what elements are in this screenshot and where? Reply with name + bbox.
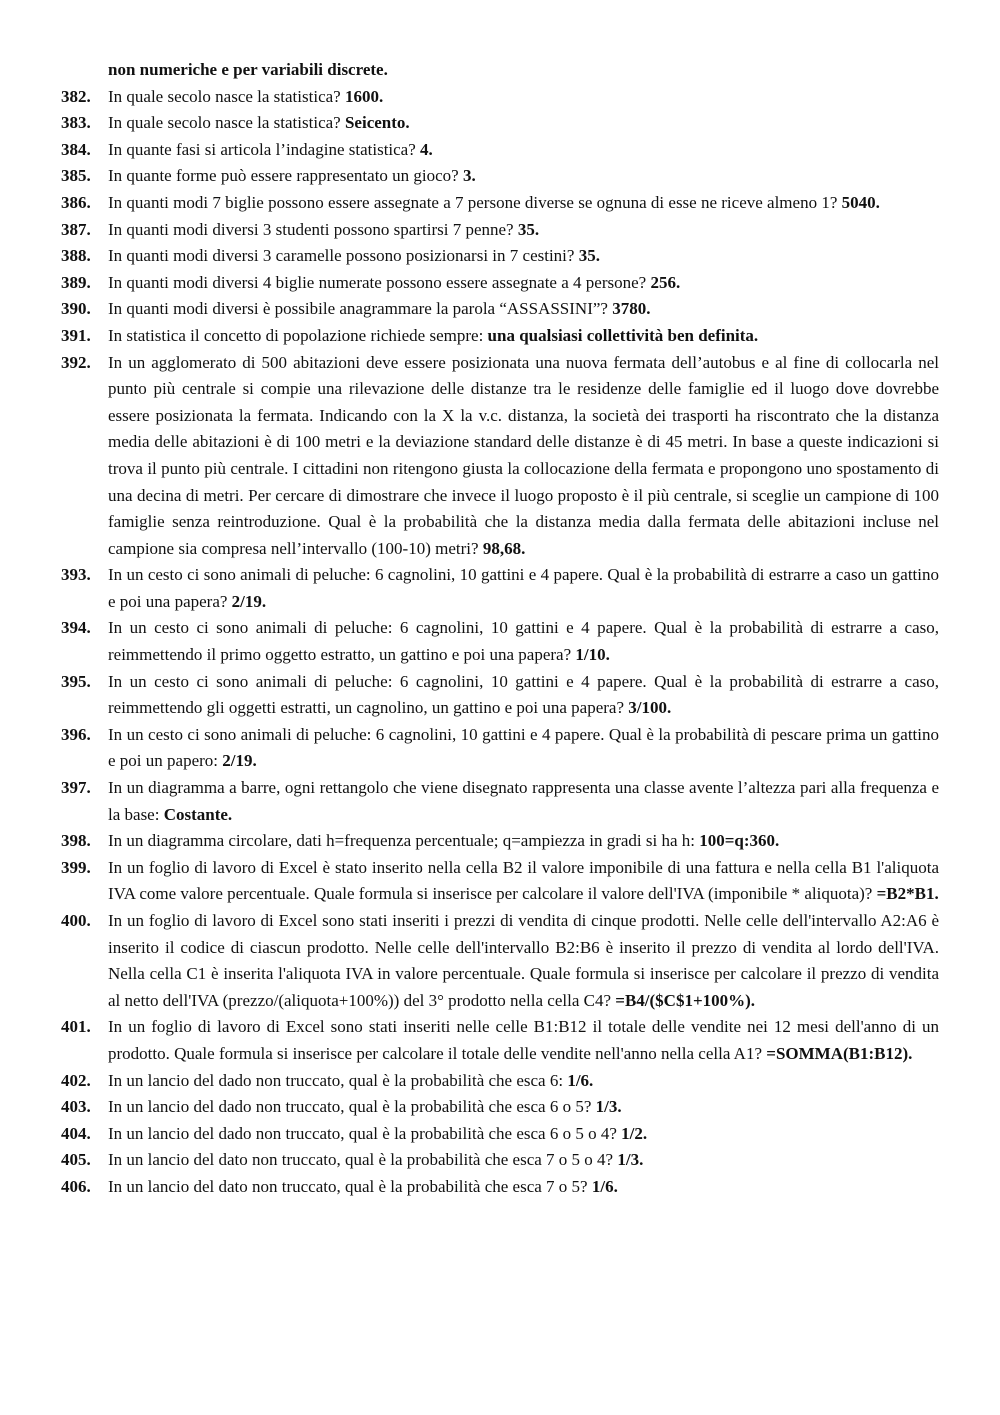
item-question: In quanti modi diversi 4 biglie numerate possono essere assegnate a 4 persone? — [108, 272, 647, 292]
item-number: 397. — [61, 778, 91, 798]
item-question: In un lancio del dado non truccato, qual è la probabilità che esca 6 o 5? — [108, 1097, 592, 1117]
item-text — [108, 137, 939, 164]
item-answer: 1/3. — [617, 1150, 644, 1170]
item-text — [108, 217, 939, 244]
question-list — [0, 84, 1000, 1201]
item-question: In un foglio di lavoro di Excel sono stati inseriti i prezzi di vendita di cinque prodotti. Nelle celle dell'intervallo A2:A6 è inserito il codice di ciascun prodotto. Nelle celle dell'intervallo B2:B6 è inserito il prezzo di vendita al lordo dell'IVA. Nella cella C1 è inserita l'aliquota IVA in valore percentuale. Quale formula si inserisce per calcolare il prezzo di vendita al netto dell'IVA (prezzo/(aliquota+100%)) del 3° prodotto nella cella C4? — [108, 911, 939, 1010]
item-question: In un cesto ci sono animali di peluche: 6 cagnolini, 10 gattini e 4 papere. Qual è la probabilità di estrarre a caso un gattino e poi una papera? — [108, 565, 939, 611]
item-question: In un agglomerato di 500 abitazioni deve essere posizionata una nuova fermata dell’autobus e al fine di collocarla nel punto più centrale si compie una rilevazione delle distanze tra le residenze delle famiglie ed il luogo dove dovrebbe essere posizionata la fermata. Indicando con la X la v.c. distanza, la società dei trasporti ha riscontrato che la distanza media delle abitazioni è di 100 metri e la deviazione standard delle distanze è di 45 metri. In base a queste indicazioni si trova il punto più centrale. I cittadini non ritengono giusta la collocazione della fermata e propongono uno spostamento di una decina di metri. Per cercare di dimostrare che invece il luogo proposto è il più centrale, si sceglie un campione di 100 famiglie senza reintroduzione. Qual è la probabilità che la distanza media dalla fermata delle abitazioni incluse nel campione sia compresa nell’intervallo (100-10) metri? — [108, 352, 939, 558]
item-answer: 35. — [578, 246, 600, 266]
item-question: In un diagramma circolare, dati h=frequenza percentuale; q=ampiezza in gradi si ha h: — [108, 831, 695, 851]
item-answer: una qualsiasi collettività ben definita. — [487, 325, 759, 345]
item-text — [108, 615, 939, 668]
list-item — [0, 855, 1000, 908]
item-question: In statistica il concetto di popolazione richiede sempre: — [108, 325, 484, 345]
item-number: 394. — [61, 618, 91, 638]
document-page — [0, 57, 1000, 1201]
list-item — [0, 217, 1000, 244]
item-text — [108, 562, 939, 615]
list-item — [0, 84, 1000, 111]
item-question: In un foglio di lavoro di Excel sono stati inseriti nelle celle B1:B12 il totale delle vendite nei 12 mesi dell'anno di un prodotto. Quale formula si inserisce per calcolare il totale delle vendite nell'anno nella cella A1? — [108, 1017, 939, 1063]
list-item — [0, 775, 1000, 828]
item-answer: 1/10. — [575, 645, 610, 665]
item-text — [108, 722, 939, 775]
item-answer: 2/19. — [231, 591, 267, 611]
item-text — [108, 775, 939, 828]
item-number: 385. — [61, 166, 91, 186]
item-answer: 98,68. — [482, 538, 526, 558]
item-question: In quale secolo nasce la statistica? — [108, 86, 341, 106]
item-number: 401. — [61, 1017, 91, 1037]
list-item — [0, 296, 1000, 323]
item-answer: 3780. — [612, 299, 651, 319]
item-text — [108, 84, 939, 111]
list-item — [0, 110, 1000, 137]
item-text — [108, 110, 939, 137]
item-question: In quanti modi 7 biglie possono essere assegnate a 7 persone diverse se ognuna di esse ne riceve almeno 1? — [108, 192, 838, 212]
item-number: 399. — [61, 857, 91, 877]
item-answer: 256. — [650, 272, 681, 292]
item-answer: 100=q:360. — [699, 831, 780, 851]
item-question: In un lancio del dado non truccato, qual è la probabilità che esca 6 o 5 o 4? — [108, 1123, 617, 1143]
item-text — [108, 1014, 939, 1067]
item-text — [108, 190, 939, 217]
item-text — [108, 270, 939, 297]
item-answer: 1/2. — [621, 1123, 648, 1143]
item-answer: 3/100. — [628, 698, 672, 718]
item-question: In un diagramma a barre, ogni rettangolo che viene disegnato rappresenta una classe avente l’altezza pari alla frequenza e la base: — [108, 778, 939, 824]
item-number: 384. — [61, 139, 91, 159]
item-text — [108, 1147, 939, 1174]
list-item — [0, 1014, 1000, 1067]
item-answer: non numeriche e per variabili discrete. — [108, 60, 388, 79]
item-number: 403. — [61, 1097, 91, 1117]
item-answer: =B4/($C$1+100%). — [615, 990, 756, 1010]
list-item — [0, 163, 1000, 190]
item-number: 404. — [61, 1123, 91, 1143]
item-question: In quanti modi diversi 3 studenti possono spartirsi 7 penne? — [108, 219, 514, 239]
list-item — [0, 270, 1000, 297]
item-question: In un lancio del dato non truccato, qual è la probabilità che esca 7 o 5? — [108, 1176, 588, 1196]
item-question: In quanti modi diversi è possibile anagrammare la parola “ASSASSINI”? — [108, 299, 608, 319]
item-question: In un cesto ci sono animali di peluche: 6 cagnolini, 10 gattini e 4 papere. Qual è la probabilità di estrarre a caso, reimmettendo gli oggetti estratti, un cagnolino, un gattino e poi una papera? — [108, 671, 939, 718]
item-text — [108, 57, 939, 84]
item-text — [108, 1174, 939, 1201]
item-answer: 3. — [462, 166, 476, 186]
item-answer: 1600. — [344, 86, 384, 106]
list-item — [0, 1147, 1000, 1174]
item-number: 391. — [61, 325, 91, 345]
item-question: In quante forme può essere rappresentato un gioco? — [108, 166, 459, 186]
item-answer: 1/3. — [595, 1097, 622, 1117]
list-item — [0, 1174, 1000, 1201]
item-answer: Seicento. — [344, 113, 410, 133]
item-answer: =SOMMA(B1:B12). — [766, 1043, 913, 1063]
item-question: In un foglio di lavoro di Excel è stato inserito nella cella B2 il valore imponibile di una fattura e nella cella B1 l'aliquota IVA come valore percentuale. Quale formula si inserisce per calcolare il valore dell'IVA (imponibile * aliquota)? — [108, 857, 939, 904]
item-number: 382. — [61, 86, 91, 106]
list-item — [0, 828, 1000, 855]
item-text — [108, 1068, 939, 1095]
item-question: In quanti modi diversi 3 caramelle possono posizionarsi in 7 cestini? — [108, 246, 575, 266]
list-item — [0, 1068, 1000, 1095]
item-number: 383. — [61, 113, 91, 133]
item-text — [108, 1094, 939, 1121]
item-number: 402. — [61, 1070, 91, 1090]
list-item — [0, 323, 1000, 350]
item-number: 389. — [61, 272, 91, 292]
item-number: 396. — [61, 724, 91, 744]
list-item — [0, 350, 1000, 563]
list-item — [0, 669, 1000, 722]
item-text — [108, 908, 939, 1014]
item-number: 386. — [61, 192, 91, 212]
item-answer: 4. — [420, 139, 433, 159]
item-number: 405. — [61, 1150, 91, 1170]
item-text — [108, 323, 939, 350]
item-text — [108, 243, 939, 270]
item-answer: 2/19. — [222, 751, 257, 771]
item-text — [108, 163, 939, 190]
item-text — [108, 1121, 939, 1148]
item-text — [108, 855, 939, 908]
list-item — [0, 190, 1000, 217]
list-item — [0, 908, 1000, 1014]
list-item — [0, 562, 1000, 615]
item-answer: 35. — [517, 219, 540, 239]
item-number: 395. — [61, 671, 91, 691]
list-item — [0, 615, 1000, 668]
item-answer: 5040. — [841, 192, 880, 212]
item-number: 400. — [61, 911, 91, 930]
item-text — [108, 828, 939, 855]
item-number: 393. — [61, 565, 91, 585]
item-question: In un cesto ci sono animali di peluche: 6 cagnolini, 10 gattini e 4 papere. Qual è la probabilità di pescare prima un gattino e poi un papero: — [108, 724, 939, 771]
item-question: In un lancio del dato non truccato, qual è la probabilità che esca 7 o 5 o 4? — [108, 1150, 614, 1170]
item-question: In quante fasi si articola l’indagine statistica? — [108, 139, 416, 159]
item-question: In un cesto ci sono animali di peluche: 6 cagnolini, 10 gattini e 4 papere. Qual è la probabilità di estrarre a caso, reimmettendo il primo oggetto estratto, un gattino e poi una papera? — [108, 618, 939, 665]
item-number: 388. — [61, 246, 91, 266]
intro-continuation — [0, 57, 1000, 84]
list-item — [0, 137, 1000, 164]
item-answer: =B2*B1. — [876, 884, 939, 904]
item-answer: 1/6. — [591, 1176, 618, 1196]
item-number: 398. — [61, 831, 91, 851]
list-item — [0, 1094, 1000, 1121]
list-item — [0, 1121, 1000, 1148]
item-answer: Costante. — [163, 804, 233, 824]
item-answer: 1/6. — [567, 1070, 594, 1090]
item-question: In quale secolo nasce la statistica? — [108, 113, 341, 133]
item-number: 387. — [61, 219, 91, 239]
item-question: In un lancio del dado non truccato, qual è la probabilità che esca 6: — [108, 1070, 564, 1090]
item-number: 406. — [61, 1176, 91, 1196]
list-item — [0, 243, 1000, 270]
item-text — [108, 350, 939, 563]
item-number: 390. — [61, 299, 91, 319]
list-item — [0, 722, 1000, 775]
item-text — [108, 669, 939, 722]
item-text — [108, 296, 939, 323]
item-number: 392. — [61, 352, 91, 372]
